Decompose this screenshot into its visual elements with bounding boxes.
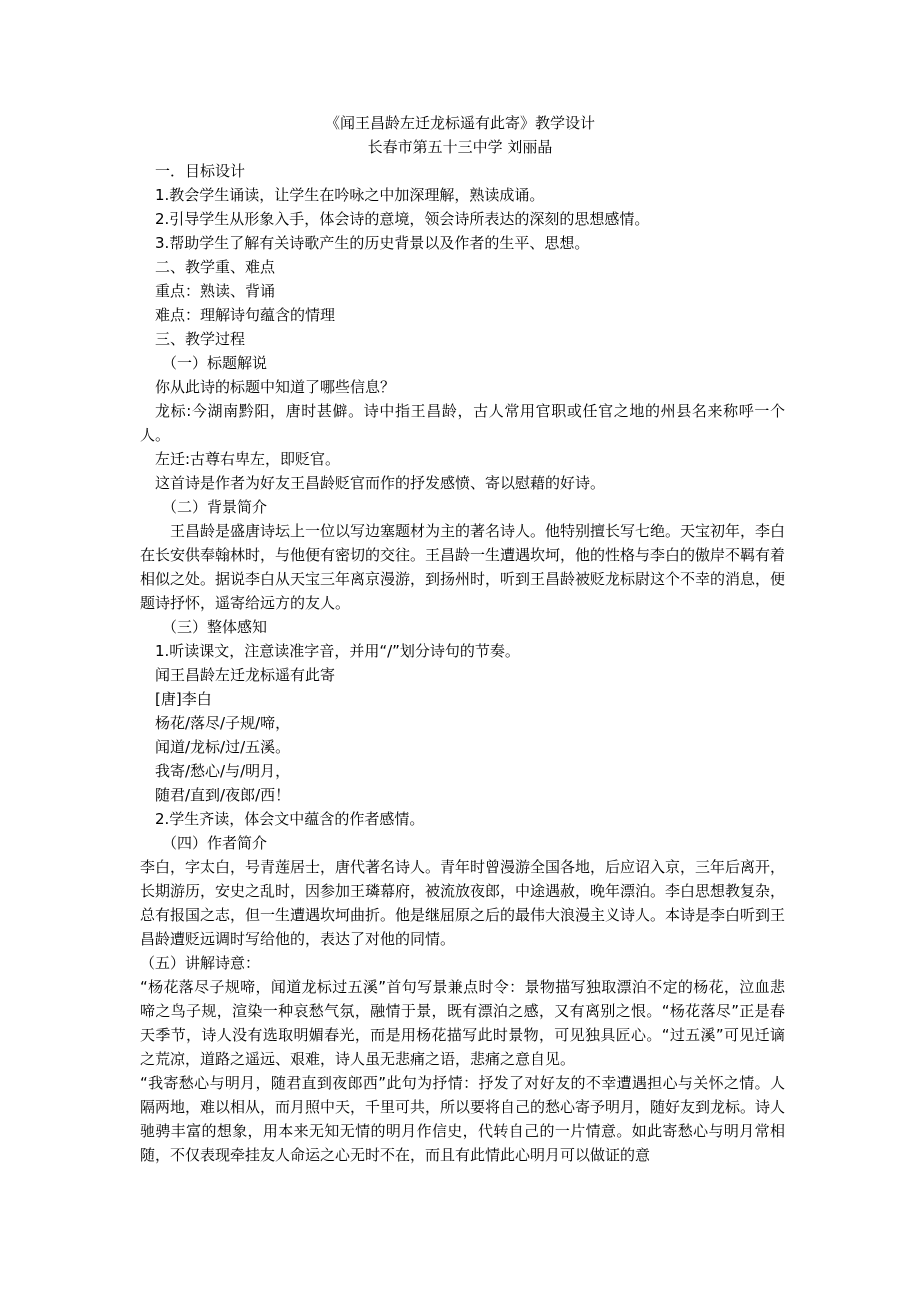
poem-line-4: 随君/直到/夜郎/西！	[155, 786, 291, 804]
section-heading-process: 三、教学过程	[155, 330, 246, 348]
subsection-heading-author: （四）作者简介	[162, 834, 268, 852]
difficult-point: 难点：理解诗句蕴含的情理	[155, 306, 336, 324]
document-author: 长春市第五十三中学 刘丽晶	[367, 138, 553, 156]
goal-item-2: 2.引导学生从形象入手，体会诗的意境，领会诗所表达的深刻的思想感情。	[155, 210, 650, 228]
poem-line-2: 闻道/龙标/过/五溪。	[155, 738, 291, 756]
instruction-read-aloud: 2.学生齐读，体会文中蕴含的作者感情。	[155, 810, 425, 828]
subsection-heading-overall: （三）整体感知	[162, 618, 268, 636]
poem-author: [唐]李白	[155, 690, 212, 708]
subsection-heading-background: （二）背景简介	[162, 498, 268, 516]
goal-item-3: 3.帮助学生了解有关诗歌产生的历史背景以及作者的生平、思想。	[155, 234, 590, 252]
note-zuoqian: 左迁:古尊右卑左，即贬官。	[155, 450, 341, 468]
subsection-heading-title: （一）标题解说	[162, 354, 268, 372]
paragraph-background: 王昌龄是盛唐诗坛上一位以写边塞题材为主的著名诗人。他特别擅长写七绝。天宝初年，李白在长安供奉翰林时，与他便有密切的交往。王昌龄一生遭遇坎坷，他的性格与李白的傲岸不羁有着相似之处。据说李白从天宝三年离京漫游，到扬州时，听到王昌龄被贬龙标尉这个不幸的消息，便题诗抒怀，遥寄给远方的友人。	[140, 522, 786, 612]
note-poem-purpose: 这首诗是作者为好友王昌龄贬官而作的抒发感愤、寄以慰藉的好诗。	[155, 474, 606, 492]
document-title: 《闻王昌龄左迁龙标遥有此寄》教学设计	[324, 114, 595, 132]
paragraph-meaning-2: “我寄愁心与明月，随君直到夜郎西”此句为抒情：抒发了对好友的不幸遭遇担心与关怀之情。人隔两地，难以相从，而月照中天，千里可共，所以要将自己的愁心寄予明月，随好友到龙标。诗人驰骋丰富的想象，用本来无知无情的明月作信史，代转自己的一片情意。如此寄愁心与明月常相随，不仅表现牵挂友人命运之心无时不在，而且有此情此心明月可以做证的意	[140, 1074, 786, 1164]
goal-item-1: 1.教会学生诵读，让学生在吟咏之中加深理解，熟读成诵。	[155, 186, 545, 204]
section-heading-goals: 一．目标设计	[155, 162, 246, 180]
paragraph-meaning-1: “杨花落尽子规啼，闻道龙标过五溪”首句写景兼点时令：景物描写独取漂泊不定的杨花，泣血悲啼之鸟子规，渲染一种哀愁气氛，融情于景，既有漂泊之感，又有离别之恨。“杨花落尽”正是春天季节，诗人没有选取明媚春光，而是用杨花描写此时景物，可见独具匠心。“过五溪”可见迁谪之荒凉，道路之遥远、艰难，诗人虽无悲痛之语，悲痛之意自见。	[140, 978, 785, 1068]
section-heading-key-points: 二、教学重、难点	[155, 258, 276, 276]
document-body	[140, 159, 785, 1167]
key-point: 重点：熟读、背诵	[155, 282, 276, 300]
poem-line-1: 杨花/落尽/子规/啼，	[155, 714, 291, 732]
question-text: 你从此诗的标题中知道了哪些信息？	[155, 378, 396, 396]
subsection-heading-meaning: （五）讲解诗意：	[140, 954, 261, 972]
poem-title: 闻王昌龄左迁龙标遥有此寄	[155, 666, 336, 684]
poem-line-3: 我寄/愁心/与/明月，	[155, 762, 291, 780]
instruction-listen: 1.听读课文，注意读准字音，并用“/”划分诗句的节奏。	[155, 642, 520, 660]
paragraph-longbiao: 龙标:今湖南黔阳，唐时甚僻。诗中指王昌龄，古人常用官职或任官之地的州县名来称呼一个人。	[140, 402, 785, 444]
paragraph-author-bio: 李白，字太白，号青莲居士，唐代著名诗人。青年时曾漫游全国各地，后应诏入京，三年后离开，长期游历，安史之乱时，因参加王璘幕府，被流放夜郎，中途遇赦，晚年漂泊。李白思想教复杂，总有报国之志，但一生遭遇坎坷曲折。他是继屈原之后的最伟大浪漫主义诗人。本诗是李白听到王昌龄遭贬远调时写给他的，表达了对他的同情。	[140, 858, 786, 948]
